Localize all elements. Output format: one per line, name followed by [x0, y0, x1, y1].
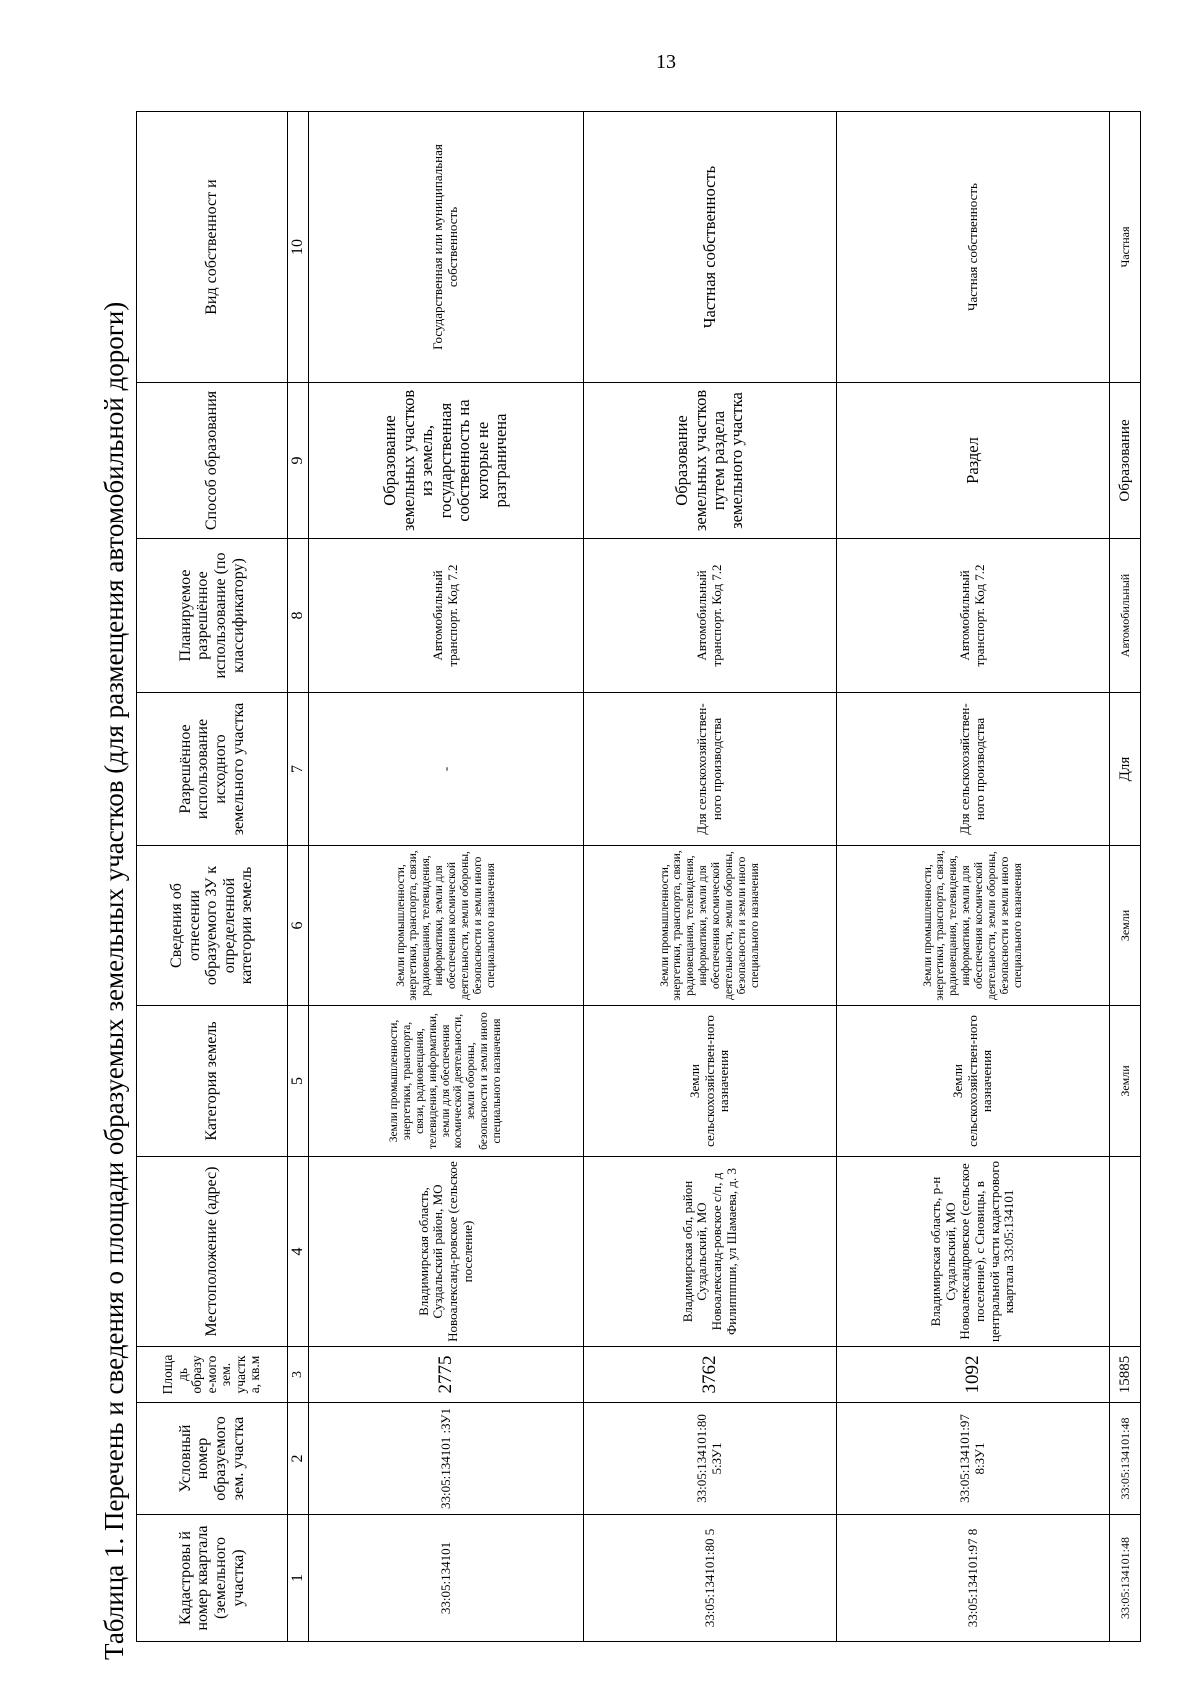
ownership-cell: Частная [1110, 112, 1141, 383]
location-cell: Владимирская обл, район Суздальский, МО Новоалександ-ровское с/п, д Филипппши, ул Шамаева, д. 3 [584, 1157, 837, 1347]
plot-number-cell: 33:05:134101:80 5:ЗУ1 [584, 1403, 837, 1515]
planned-use-cell: Автомобильный транспорт. Код 7.2 [309, 539, 584, 693]
column-number: 7 [288, 693, 309, 846]
cadastral-quarter-cell: 33:05:134101 [309, 1515, 584, 1642]
source-use-cell: Для сельскохозяйствен-ного производства [584, 693, 837, 846]
planned-use-cell: Автомобильный [1110, 539, 1141, 693]
formation-method-cell: Образование земельных участков путем раздела земельного участка [584, 383, 837, 539]
table-title: Таблица 1. Перечень и сведения о площади образуемых земельных участков (для размещения автомобильной дороги) [99, 301, 129, 1660]
table-row [584, 112, 837, 1642]
header-cell: Планируемое разрешённое использование (по классификатору) [137, 539, 288, 693]
column-number: 5 [288, 1006, 309, 1157]
area-cell: 2775 [309, 1347, 584, 1403]
cadastral-quarter-cell: 33:05:134101:80 5 [584, 1515, 837, 1642]
formation-method-cell: Образование земельных участков из земель, государственная собственность на которые не разграничена [309, 383, 584, 539]
header-cell: Условный номер образуемого зем. участка [137, 1403, 288, 1515]
category-assignment-cell: Земли промышленности, энергетики, транспорта, связи, радиовещания, телевидения, информатики, земли для обеспечения космической деятельности, земли обороны, безопасности и земли иного специального назначения [837, 846, 1110, 1006]
header-cell: Сведения об отнесении образуемого ЗУ к определенной категории земель [137, 846, 288, 1006]
rotated-table-frame [90, 100, 1140, 1660]
table-row [1110, 112, 1141, 1642]
area-cell: 15885 [1110, 1347, 1141, 1403]
header-cell: Способ образования [137, 383, 288, 539]
header-cell: Разрешённое использование исходного земельного участка [137, 693, 288, 846]
plot-number-cell: 33:05:134101:97 8:ЗУ1 [837, 1403, 1110, 1515]
formation-method-cell: Образование [1110, 383, 1141, 539]
location-cell: Владимирская область, Суздальский район, МО Новоалександ-ровское (сельское поселение) [309, 1157, 584, 1347]
plot-number-cell: 33:05:134101 :ЗУ1 [309, 1403, 584, 1515]
location-cell [1110, 1157, 1141, 1347]
column-number: 8 [288, 539, 309, 693]
column-number: 9 [288, 383, 309, 539]
table-row [837, 112, 1110, 1642]
column-number: 3 [288, 1347, 309, 1403]
source-use-cell: Для сельскохозяйствен-ного производства [837, 693, 1110, 846]
land-category-cell: Земли сельскохозяйствен-ного назначения [837, 1006, 1110, 1157]
land-plots-table [136, 111, 1141, 1642]
category-assignment-cell: Земли [1110, 846, 1141, 1006]
column-number: 1 [288, 1515, 309, 1642]
category-assignment-cell: Земли промышленности, энергетики, транспорта, связи, радиовещания, телевидения, информатики, земли для обеспечения космической деятельности, земли обороны, безопасности и земли иного специального назначения [584, 846, 837, 1006]
table-row [309, 112, 584, 1642]
location-cell: Владимирская область, р-н Суздальский, МО Новоалександровское (сельское поселение), с Сновицы, в центральной части кадастрового квартала 33:05:134101 [837, 1157, 1110, 1347]
ownership-cell: Частная собственность [837, 112, 1110, 383]
header-cell: Местоположение (адрес) [137, 1157, 288, 1347]
ownership-cell: Частная собственность [584, 112, 837, 383]
category-assignment-cell: Земли промышленности, энергетики, транспорта, связи, радиовещания, телевидения, информатики, земли для обеспечения космической деятельности, земли обороны, безопасности и земли иного специального назначения [309, 846, 584, 1006]
land-category-cell: Земли промышленности, энергетики, транспорта, связи, радиовещания, телевидения, информатики, земли для обеспечения космической деятельности, земли обороны, безопасности и земли иного специального назначения [309, 1006, 584, 1157]
area-cell: 3762 [584, 1347, 837, 1403]
column-number: 10 [288, 112, 309, 383]
planned-use-cell: Автомобильный транспорт. Код 7.2 [584, 539, 837, 693]
planned-use-cell: Автомобильный транспорт. Код 7.2 [837, 539, 1110, 693]
column-number: 4 [288, 1157, 309, 1347]
column-number: 6 [288, 846, 309, 1006]
header-cell: Кадастровы й номер квартала (земельного участка) [137, 1515, 288, 1642]
cadastral-quarter-cell: 33:05:134101:97 8 [837, 1515, 1110, 1642]
area-cell: 1092 [837, 1347, 1110, 1403]
land-category-cell: Земли сельскохозяйствен-ного назначения [584, 1006, 837, 1157]
source-use-cell: - [309, 693, 584, 846]
source-use-cell: Для [1110, 693, 1141, 846]
cadastral-quarter-cell: 33:05:134101:48 [1110, 1515, 1141, 1642]
land-category-cell: Земли [1110, 1006, 1141, 1157]
ownership-cell: Государственная или муниципальная собственность [309, 112, 584, 383]
header-cell: Площа дь образу е-мого зем. участк а, кв.м [137, 1347, 288, 1403]
header-cell: Вид собственност и [137, 112, 288, 383]
column-number: 2 [288, 1403, 309, 1515]
header-cell: Категория земель [137, 1006, 288, 1157]
table-header-row [137, 112, 288, 1642]
page-number: 13 [656, 51, 676, 73]
formation-method-cell: Раздел [837, 383, 1110, 539]
plot-number-cell: 33:05:134101:48 [1110, 1403, 1141, 1515]
column-number-row [288, 112, 309, 1642]
